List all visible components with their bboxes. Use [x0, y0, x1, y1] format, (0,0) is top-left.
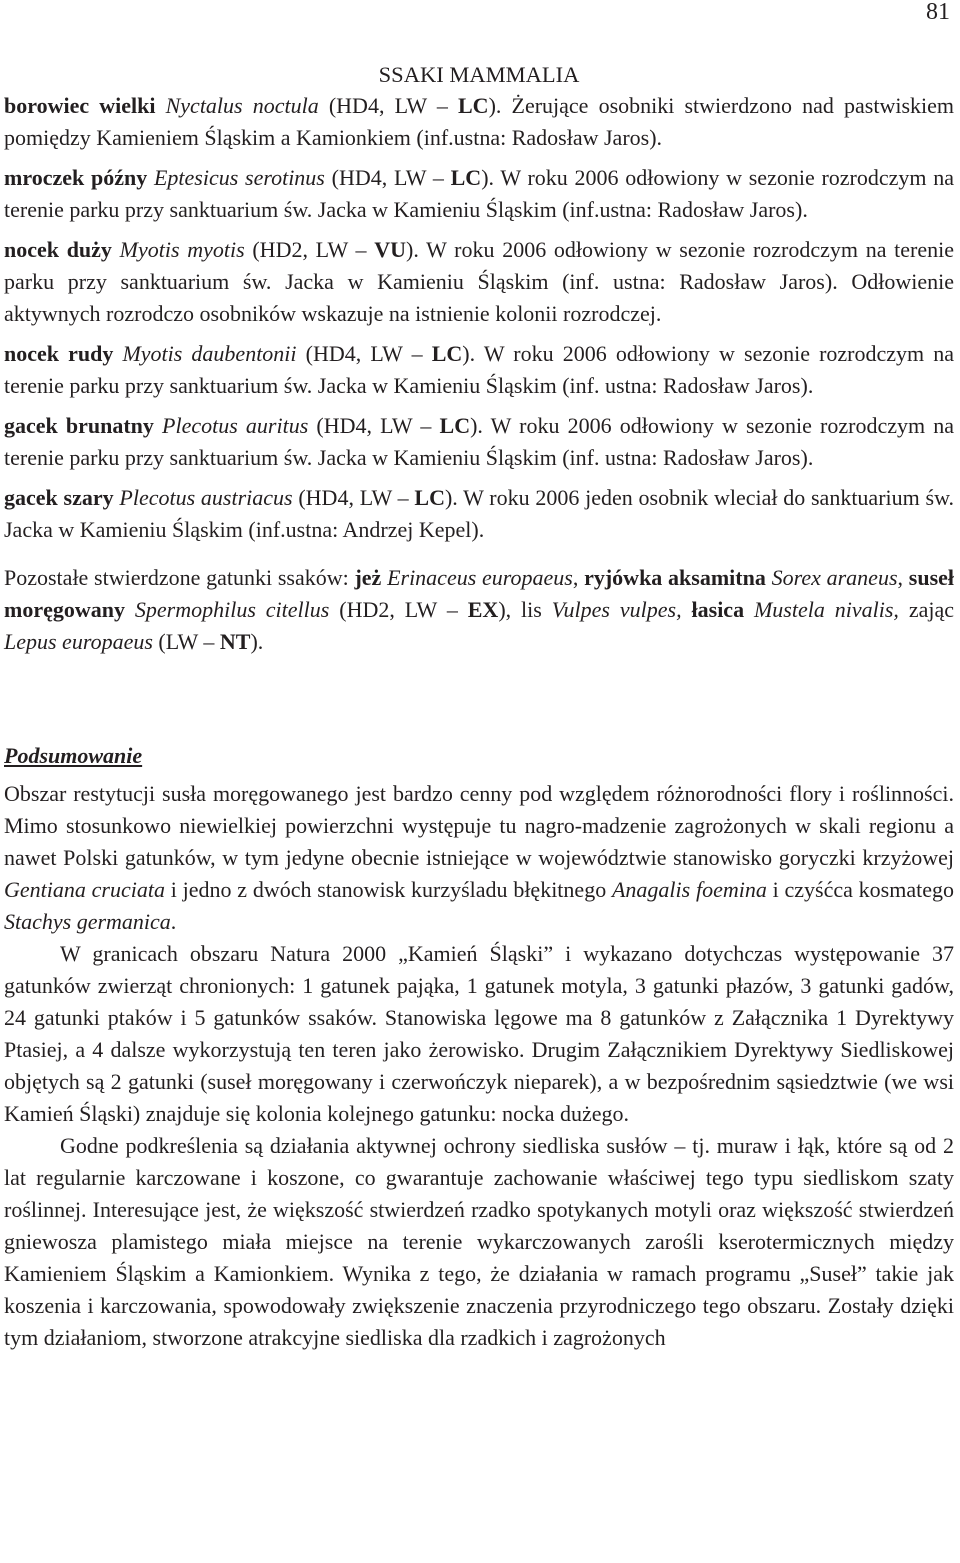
- species-latin: Anagalis foemina: [611, 877, 767, 902]
- separator: ,: [897, 565, 909, 590]
- species-entry-mroczek: [4, 162, 954, 226]
- species-status-code: EX: [467, 597, 499, 622]
- species-status-prefix: (LW –: [152, 629, 220, 654]
- species-status-suffix: ).: [462, 341, 476, 366]
- species-status-suffix: ).: [481, 165, 495, 190]
- summary-heading: Podsumowanie: [4, 743, 143, 768]
- species-name: gacek brunatny: [4, 413, 154, 438]
- species-status-prefix: (HD4, LW –: [298, 485, 415, 510]
- species-status-suffix: ).: [488, 93, 502, 118]
- species-status-suffix: ).: [250, 629, 264, 654]
- species-latin: Lepus europaeus: [4, 629, 153, 654]
- paragraph-text: .: [170, 909, 177, 934]
- summary-paragraph-3: Godne podkreślenia są działania aktywnej ochrony siedliska susłów – tj. muraw i łąk, które są od 2 lat regularnie karczowane i koszone, co gwarantuje zachowanie właściwej tego typu siedliskom szaty roślinnej. Interesujące jest, że większość stwierdzeń rzadko spotykanych motyli oraz większość stwierdzeń gniewosza plamistego miała miejsce na terenie wykarczowanych zarośli kserotermicznych między Kamieniem Śląskim a Kamionkiem. Wynika z tego, że działania w ramach programu „Suseł” takie jak koszenia i karczowania, spowodowały zwiększenie znaczenia przyrodniczego tego obszaru. Zostały dzięki tym działaniom, stworzone atrakcyjne siedliska dla rzadkich i zagrożonych: [4, 1133, 954, 1350]
- paragraph-text: i czyśćca kosmatego: [766, 877, 954, 902]
- species-latin: Mustela nivalis,: [753, 597, 899, 622]
- species-status-code: LC: [450, 165, 482, 190]
- species-status-prefix: (HD4, LW –: [305, 341, 432, 366]
- species-status-prefix: (HD2, LW –: [252, 237, 375, 262]
- species-description: W roku 2006 jeden osobnik wleciał do sanktuarium św. Jacka w Kamieniu Śląskim (inf.ustna: Andrzej Kepel).: [4, 485, 955, 542]
- species-latin: Myotis myotis: [119, 237, 245, 262]
- species-status-suffix: ).: [470, 413, 483, 438]
- species-status-suffix: ), lis: [498, 597, 552, 622]
- others-intro: Pozostałe stwierdzone gatunki ssaków:: [4, 565, 355, 590]
- summary-paragraph-2: W granicach obszaru Natura 2000 „Kamień Śląski” i wykazano dotychczas występowanie 37 gatunków zwierząt chronionych: 1 gatunek pająka, 1 gatunek motyla, 3 gatunki płazów, 3 gatunki gadów, 24 gatunki ptaków i 5 gatunków ssaków. Stanowiska lęgowe ma 8 gatunków z Załącznika 1 Dyrektywy Ptasiej, a 4 dalsze wykorzystują ten teren jako żerowisko. Drugim Załącznikiem Dyrektywy Siedliskowej objętych są 2 gatunki (suseł moręgowany i czerwończyk nieparek), a w bezpośrednim sąsiedztwie (we wsi Kamień Śląski) znajduje się kolonia kolejnego gatunku: nocka dużego.: [4, 941, 954, 1126]
- species-latin: Vulpes vulpes,: [551, 597, 682, 622]
- species-description: Żerujące osobniki stwierdzono nad pastwiskiem pomiędzy Kamieniem Śląskim a Kamionkiem (inf.ustna: Radosław Jaros).: [4, 93, 955, 150]
- species-entry-borowiec: [4, 90, 954, 154]
- summary-paragraph-1: [4, 778, 954, 938]
- species-name: łasica: [691, 597, 745, 622]
- section-title: SSAKI MAMMALIA: [378, 62, 580, 87]
- species-entry-gacek-brunatny: [4, 410, 954, 474]
- species-latin: Plecotus austriacus: [119, 485, 293, 510]
- species-latin: Sorex araneus: [771, 565, 898, 590]
- separator: ,: [572, 565, 585, 590]
- species-status-prefix: (HD4, LW –: [331, 165, 451, 190]
- species-description: W roku 2006 odłowiony w sezonie rozrodczym na terenie parku przy sanktuarium św. Jacka w Kamieniu Śląskim (inf. ustna: Radosław Jaros).: [4, 413, 954, 470]
- species-status-prefix: (HD4, LW –: [328, 93, 458, 118]
- species-latin: Eptesicus serotinus: [153, 165, 325, 190]
- species-name: mroczek późny: [4, 165, 148, 190]
- species-status-prefix: (HD2, LW –: [329, 597, 468, 622]
- species-entry-gacek-szary: [4, 482, 954, 546]
- species-name: zając: [898, 597, 955, 622]
- species-entry-nocek-rudy: [4, 338, 954, 402]
- species-latin: Spermophilus citellus: [134, 597, 330, 622]
- paragraph-text: Obszar restytucji susła moręgowanego jest bardzo cenny pod względem różnorodności flory i roślinności. Mimo stosunkowo niewielkiej powierzchni występuje tu nagro-madzenie zagrożonych w skali regionu a nawet Polski gatunków, w tym jedyne obecnie istniejące w województwie stanowisko goryczki krzyżowej: [4, 781, 954, 870]
- species-status-code: LC: [431, 341, 463, 366]
- species-status-code: LC: [458, 93, 489, 118]
- species-status-code: LC: [414, 485, 445, 510]
- species-status-suffix: ).: [406, 237, 419, 262]
- species-description: W roku 2006 odłowiony w sezonie rozrodczym na terenie parku przy sanktuarium św. Jacka w Kamieniu Śląskim (inf. ustna: Radosław Jaros).: [4, 341, 955, 398]
- species-name: borowiec wielki: [4, 93, 156, 118]
- species-latin: Erinaceus europaeus: [387, 565, 573, 590]
- species-name: nocek duży: [4, 237, 112, 262]
- page-number: 81: [926, 0, 950, 25]
- species-latin: Myotis daubentonii: [122, 341, 297, 366]
- paragraph-text: i jedno z dwóch stanowisk kurzyśladu błękitnego: [164, 877, 612, 902]
- species-name: nocek rudy: [4, 341, 114, 366]
- species-name: gacek szary: [4, 485, 114, 510]
- species-status-code: NT: [219, 629, 251, 654]
- species-status-code: VU: [374, 237, 406, 262]
- species-status-prefix: (HD4, LW –: [316, 413, 440, 438]
- other-species-paragraph: [4, 562, 954, 658]
- species-latin: Stachys germanica: [4, 909, 171, 934]
- species-latin: Plecotus auritus: [162, 413, 309, 438]
- species-description: W roku 2006 odłowiony w sezonie rozrodczym na terenie parku przy sanktuarium św. Jacka w Kamieniu Śląskim (inf. ustna: Radosław Jaros). Odłowienie aktywnych rozrodczo osobników wskazuje na istnienie kolonii rozrodczej.: [4, 237, 954, 326]
- document-body: [4, 60, 954, 1354]
- species-latin: Nyctalus noctula: [165, 93, 319, 118]
- species-status-suffix: ).: [444, 485, 458, 510]
- species-status-code: LC: [439, 413, 471, 438]
- species-name: suseł moręgowany: [4, 565, 955, 622]
- species-latin: Gentiana cruciata: [4, 877, 165, 902]
- species-description: W roku 2006 odłowiony w sezonie rozrodczym na terenie parku przy sanktuarium św. Jacka w Kamieniu Śląskim (inf.ustna: Radosław Jaros).: [4, 165, 955, 222]
- species-name: jeż: [354, 565, 382, 590]
- species-entry-nocek-duzy: [4, 234, 954, 330]
- species-name: ryjówka aksamitna: [584, 565, 766, 590]
